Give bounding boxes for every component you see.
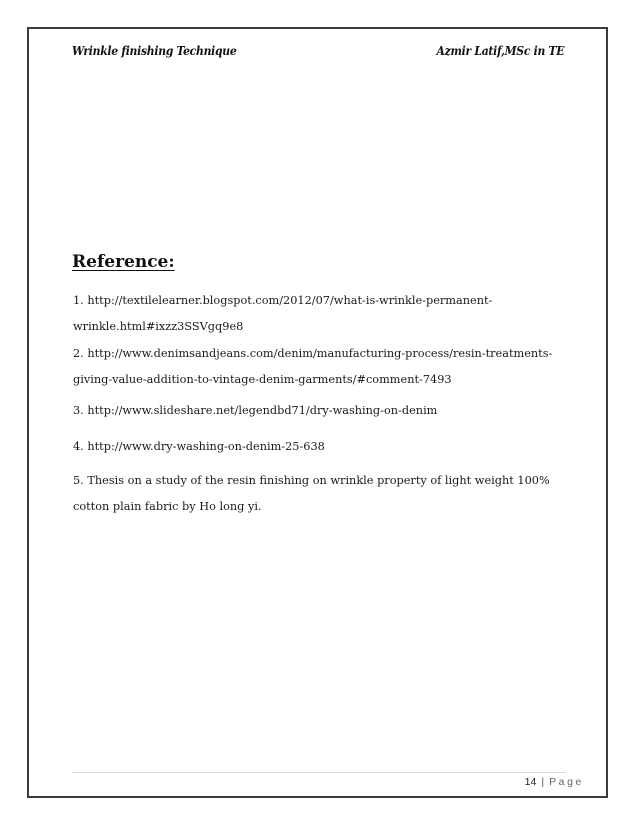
header-author: Azmir Latif,MSc in TE	[436, 44, 565, 58]
reference-item-3: 3. http://www.slideshare.net/legendbd71/dry-washing-on-denim	[73, 404, 438, 417]
page-label: Page	[549, 776, 584, 788]
header-title: Wrinkle finishing Technique	[72, 44, 237, 58]
footer-rule	[72, 772, 566, 773]
reference-item-4: 4. http://www.dry-washing-on-denim-25-638	[73, 440, 325, 453]
reference-item-5: 5. Thesis on a study of the resin finishing on wrinkle property of light weight 100% cotton plain fabric by Ho long yi.	[73, 474, 550, 513]
page-footer	[525, 776, 584, 788]
footer-separator: |	[541, 776, 545, 788]
reference-heading: Reference:	[72, 252, 175, 272]
page-number: 14	[524, 776, 537, 788]
reference-item-2: 2. http://www.denimsandjeans.com/denim/manufacturing-process/resin-treatments-giving-value-addition-to-vintage-denim-garments/#comment-7493	[73, 347, 553, 386]
reference-item-1: 1. http://textilelearner.blogspot.com/2012/07/what-is-wrinkle-permanent-wrinkle.html#ixzz3SSVgq9e8	[73, 294, 493, 333]
